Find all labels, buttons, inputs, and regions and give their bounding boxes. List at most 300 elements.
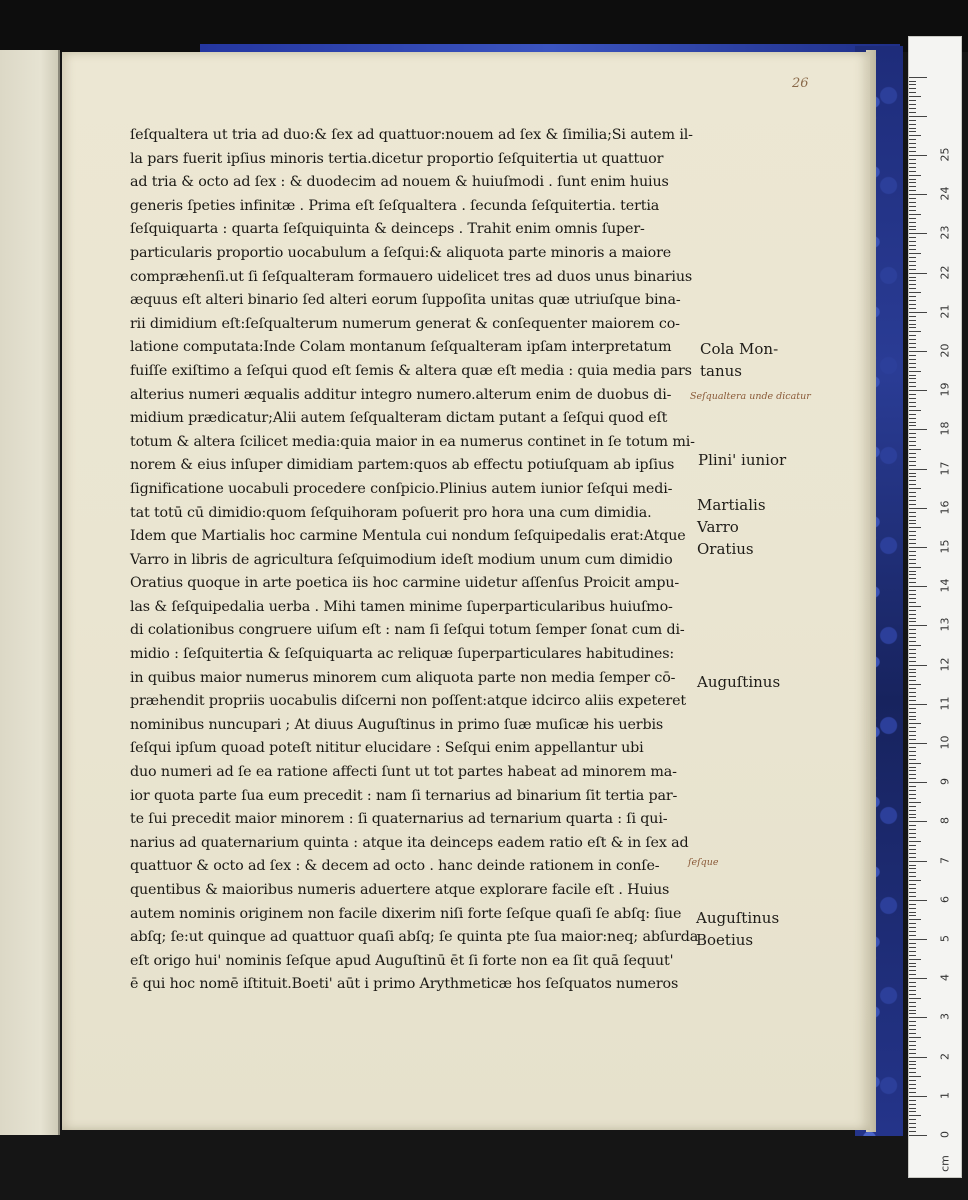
text-line: ad tria & octo ad ſex : & duodecim ad nouem & huiuſmodi . ſunt enim huius: [130, 174, 669, 191]
ruler-tick: [909, 590, 916, 591]
ruler-tick: [909, 292, 921, 293]
ruler-tick: [909, 331, 921, 332]
ruler-tick: [909, 484, 916, 485]
text-line: norem & eius inſuper dimidiam partem:quos ab effectu potiuſquam ab ipſius: [130, 457, 675, 474]
margin-note-line: Cola Mon-: [700, 340, 779, 358]
ruler-tick: [909, 257, 916, 258]
ruler-tick: [909, 990, 916, 991]
ruler-tick: [909, 394, 916, 395]
ruler-tick: [909, 265, 916, 266]
ruler-tick: [909, 802, 921, 803]
ruler-tick: [909, 198, 916, 199]
text-line: ē qui hoc nomē iſtituit.Boeti' aūt i primo Arythmeticæ hos ſeſquatos numeros: [130, 976, 679, 993]
ruler-tick: [909, 669, 916, 670]
ruler-tick: [909, 1029, 916, 1030]
ruler-tick: [909, 1115, 921, 1116]
main-text-block: [130, 124, 699, 997]
margin-note-augustinus-2: Auguſtinus: [696, 909, 780, 927]
ruler-tick: [909, 861, 927, 862]
margin-note-line: tanus: [700, 362, 742, 380]
ruler-tick: [909, 919, 921, 920]
ruler-tick: [909, 1096, 927, 1097]
ruler-tick: [909, 814, 916, 815]
ruler-tick: [909, 684, 921, 685]
ruler-tick: [909, 912, 916, 913]
ruler-tick: [909, 904, 916, 905]
ruler-tick: [909, 504, 916, 505]
ruler-tick: [909, 104, 916, 105]
ruler-tick: [909, 1092, 916, 1093]
ruler-tick: [909, 1017, 927, 1018]
ruler-tick: [909, 175, 921, 176]
ruler-label: 24: [938, 186, 952, 201]
ruler-tick: [909, 739, 916, 740]
ruler-tick: [909, 210, 916, 211]
ruler-tick: [909, 747, 916, 748]
ruler-tick: [909, 821, 927, 822]
ruler-tick: [909, 629, 916, 630]
ruler-tick: [909, 900, 927, 901]
ruler-tick: [909, 829, 916, 830]
ruler-tick: [909, 77, 927, 78]
ruler-tick: [909, 610, 916, 611]
ruler-tick: [909, 849, 916, 850]
ruler-tick: [909, 551, 916, 552]
ruler-tick: [909, 578, 916, 579]
ruler-tick: [909, 1049, 916, 1050]
ruler-tick: [909, 308, 916, 309]
ruler-tick: [909, 418, 916, 419]
ruler-tick: [909, 1100, 916, 1101]
ruler-tick: [909, 598, 916, 599]
ruler-tick: [909, 367, 916, 368]
ruler-tick: [909, 406, 916, 407]
ruler-tick: [909, 469, 927, 470]
ruler-tick: [909, 425, 916, 426]
ruler-tick: [909, 304, 916, 305]
ruler-tick: [909, 963, 916, 964]
ruler-tick: [909, 284, 916, 285]
ruler-tick: [909, 182, 916, 183]
text-line: ſeſquiquarta : quarta ſeſquiquinta & deinceps . Trahit enim omnis ſuper-: [130, 221, 645, 238]
ruler-tick: [909, 245, 916, 246]
ruler-tick: [909, 1135, 927, 1136]
ruler-tick: [909, 324, 916, 325]
ruler-tick: [909, 982, 916, 983]
ruler-tick: [909, 280, 916, 281]
ruler-tick: [909, 700, 916, 701]
ruler-tick: [909, 347, 916, 348]
ruler-tick: [909, 672, 916, 673]
ruler-label: 2: [938, 1052, 952, 1060]
ruler-tick: [909, 653, 916, 654]
text-line: compræhenſi.ut ſi ſeſqualteram formauero uidelicet tres ad duos unus binarius: [130, 268, 693, 285]
ruler-tick: [909, 978, 927, 979]
ruler-tick: [909, 512, 916, 513]
text-line: particularis proportio uocabulum a ſeſqui:& aliquota parte minoris a maiore: [130, 244, 672, 261]
ruler-tick: [909, 84, 916, 85]
ruler-tick: [909, 226, 916, 227]
text-line: nominibus nuncupari ; At diuus Auguſtinus in primo ſuæ muſicæ his uerbis: [130, 716, 664, 733]
ruler-tick: [909, 488, 921, 489]
ruler-tick: [909, 492, 916, 493]
text-line: te ſui precedit maior minorem : ſi quaternarius ad ternarium quarta : ſi qui-: [130, 811, 668, 828]
ruler-tick: [909, 335, 916, 336]
ruler-tick: [909, 1010, 916, 1011]
ruler-tick: [909, 951, 916, 952]
ruler-tick: [909, 966, 916, 967]
ruler-tick: [909, 1037, 921, 1038]
ruler-tick: [909, 876, 916, 877]
text-line: totum & altera ſcilicet media:quia maior in ea numerus continet in ſe totum mi-: [130, 433, 695, 450]
ruler-label: 21: [938, 304, 952, 319]
ruler-tick: [909, 943, 916, 944]
text-line: Idem que Martialis hoc carmine Mentula cui nondum ſeſquipedalis erat:Atque: [130, 528, 686, 545]
ruler-tick: [909, 414, 916, 415]
ruler-tick: [909, 143, 916, 144]
ruler-label: 14: [938, 578, 952, 593]
ruler-tick: [909, 908, 916, 909]
ruler-tick: [909, 806, 916, 807]
ruler-tick: [909, 692, 916, 693]
text-line: alterius numeri æqualis additur integro numero.alterum enim de duobus di-: [130, 386, 672, 403]
ruler-tick: [909, 237, 916, 238]
ruler-tick: [909, 296, 916, 297]
ruler-tick: [909, 1006, 916, 1007]
text-line: rii dimidium eſt:ſeſqualterum numerum generat & conſequenter maiorem co-: [130, 315, 680, 332]
ruler-tick: [909, 927, 916, 928]
ruler-label: 4: [938, 974, 952, 982]
text-line: generis ſpeties infinitæ . Prima eſt ſeſqualtera . ſecunda ſeſquitertia. tertia: [130, 197, 660, 214]
ruler-tick: [909, 661, 916, 662]
text-line: fuiſſe exiſtimo a ſeſqui quod eſt ſemis & altera quæ eſt media : quia media pars: [130, 362, 692, 379]
ruler-tick: [909, 676, 916, 677]
ruler-label: 19: [938, 382, 952, 397]
ruler-tick: [909, 531, 916, 532]
ruler-label: 3: [938, 1013, 952, 1021]
text-line: tat totū cū dimidio:quom ſeſquihoram poſuerit pro hora una cum dimidia.: [130, 504, 652, 521]
ruler-tick: [909, 539, 916, 540]
ruler-tick: [909, 135, 921, 136]
ruler-tick: [909, 547, 927, 548]
ruler-tick: [909, 1013, 916, 1014]
folio-number: 26: [792, 76, 809, 91]
ruler-tick: [909, 116, 927, 117]
ruler-tick: [909, 723, 921, 724]
ruler-tick: [909, 128, 916, 129]
ruler-tick: [909, 970, 916, 971]
ruler-tick: [909, 833, 916, 834]
ruler-tick: [909, 480, 916, 481]
text-line: la pars fuerit ipſius minoris tertia.dicetur proportio ſeſquitertia ut quattuor: [130, 150, 664, 167]
ruler-tick: [909, 853, 916, 854]
text-line: Varro in libris de agricultura ſeſquimodium ideſt modium unum cum dimidio: [130, 551, 673, 568]
ruler-tick: [909, 1108, 916, 1109]
ruler-tick: [909, 214, 921, 215]
text-line: narius ad quaternarium quinta : atque ita deinceps eadem ratio eſt & in ſex ad: [130, 834, 689, 851]
ruler-tick: [909, 947, 916, 948]
ruler-tick: [909, 994, 916, 995]
ruler-tick: [909, 614, 916, 615]
ruler-tick: [909, 1033, 916, 1034]
ruler-tick: [909, 845, 916, 846]
ruler-tick: [909, 688, 916, 689]
ruler-tick: [909, 645, 921, 646]
ruler-label: 25: [938, 147, 952, 162]
ruler-tick: [909, 155, 927, 156]
ruler-tick: [909, 386, 916, 387]
ruler-tick: [909, 939, 927, 940]
ruler-tick: [909, 810, 916, 811]
ruler-tick: [909, 108, 916, 109]
ruler-tick: [909, 825, 916, 826]
margin-note-varro: Varro: [697, 518, 739, 536]
ruler-tick: [909, 1127, 916, 1128]
ruler-tick: [909, 1068, 916, 1069]
ruler-tick: [909, 817, 916, 818]
ruler-tick: [909, 453, 916, 454]
ruler-tick: [909, 449, 921, 450]
ruler-label: 9: [938, 778, 952, 786]
ruler-tick: [909, 112, 916, 113]
ruler-tick: [909, 865, 916, 866]
ruler-tick: [909, 555, 916, 556]
margin-note-augustinus: Auguſtinus: [697, 673, 781, 691]
ruler-tick: [909, 625, 927, 626]
ruler-tick: [909, 194, 927, 195]
text-line: præhendit propriis uocabulis diſcerni non poſſent:atque idcirco aliis expeteret: [130, 693, 687, 710]
margin-note-oratius: Oratius: [697, 540, 754, 558]
ruler-tick: [909, 1041, 916, 1042]
ruler-tick: [909, 1025, 916, 1026]
ruler-tick: [909, 445, 916, 446]
measuring-ruler: [908, 36, 962, 1178]
handwritten-note-sesqualtera: Seſqualtera unde dicatur: [690, 391, 811, 402]
ruler-tick: [909, 735, 916, 736]
ruler-tick: [909, 233, 927, 234]
ruler-tick: [909, 1053, 916, 1054]
ruler-tick: [909, 339, 916, 340]
ruler-tick: [909, 88, 916, 89]
ruler-tick: [909, 767, 916, 768]
text-line: duo numeri ad ſe ea ratione affecti ſunt ut tot partes habeat ad minorem ma-: [130, 764, 677, 781]
margin-note-plinius: Plini' iunior: [698, 451, 787, 469]
text-line: autem nominis originem non facile dixerim niſi forte ſeſque quaſi ſe abſq: ſiue: [130, 905, 682, 922]
ruler-tick: [909, 606, 921, 607]
ruler-tick: [909, 649, 916, 650]
ruler-tick: [909, 837, 916, 838]
ruler-tick: [909, 253, 921, 254]
text-line: las & ſeſquipedalia uerba . Mihi tamen minime ſuperparticularibus huiuſmo-: [130, 598, 673, 615]
margin-note-boetius: Boetius: [696, 931, 754, 949]
ruler-tick: [909, 731, 916, 732]
ruler-label: 7: [938, 856, 952, 864]
ruler-tick: [909, 935, 916, 936]
text-line: midium prædicatur;Alii autem ſeſqualteram dictam putant a ſeſqui quod eſt: [130, 410, 668, 427]
ruler-tick: [909, 633, 916, 634]
text-line: abſq; ſe:ut quinque ad quattuor quaſi abſq; ſe quinta pte ſua maior:neq; abſurda: [130, 929, 699, 946]
ruler-tick: [909, 770, 916, 771]
ruler-tick: [909, 1064, 916, 1065]
ruler-tick: [909, 621, 916, 622]
text-line: quattuor & octo ad ſex : & decem ad octo . hanc deinde rationem in conſe-: [130, 858, 660, 875]
ruler-tick: [909, 751, 916, 752]
ruler-tick: [909, 1021, 916, 1022]
text-line: midio : ſeſquitertia & ſeſquiquarta ac reliquæ ſuperparticulares habitudines:: [130, 646, 675, 663]
ruler-tick: [909, 206, 916, 207]
ruler-tick: [909, 241, 916, 242]
ruler-tick: [909, 931, 916, 932]
ruler-tick: [909, 457, 916, 458]
ruler-tick: [909, 778, 916, 779]
ruler-tick: [909, 708, 916, 709]
ruler-tick: [909, 955, 916, 956]
ruler-tick: [909, 665, 927, 666]
ruler-tick: [909, 363, 916, 364]
ruler-tick: [909, 120, 916, 121]
ruler-tick: [909, 567, 921, 568]
ruler-tick: [909, 743, 927, 744]
ruler-tick: [909, 888, 916, 889]
ruler-tick: [909, 586, 927, 587]
ruler-tick: [909, 1131, 916, 1132]
ruler-tick: [909, 602, 916, 603]
ruler-tick: [909, 798, 916, 799]
ruler-tick: [909, 571, 916, 572]
ruler-tick: [909, 1061, 916, 1062]
ruler-tick: [909, 857, 916, 858]
ruler-tick: [909, 884, 916, 885]
ruler-tick: [909, 786, 916, 787]
ruler-tick: [909, 1119, 916, 1120]
ruler-tick: [909, 755, 916, 756]
ruler-tick: [909, 1045, 916, 1046]
ruler-tick: [909, 441, 916, 442]
ruler-tick: [909, 1088, 916, 1089]
ruler-tick: [909, 508, 927, 509]
ruler-tick: [909, 327, 916, 328]
text-line: eſt origo hui' nominis ſeſque apud Auguſtinū ēt ſi forte non ea ſit quā ſequut': [130, 952, 674, 969]
ruler-tick: [909, 500, 916, 501]
ruler-tick: [909, 563, 916, 564]
ruler-tick: [909, 782, 927, 783]
ruler-tick: [909, 218, 916, 219]
ruler-tick: [909, 1072, 916, 1073]
ruler-tick: [909, 461, 916, 462]
ruler-tick: [909, 696, 916, 697]
ruler-tick: [909, 657, 916, 658]
ruler-tick: [909, 167, 916, 168]
ruler-tick: [909, 382, 916, 383]
ruler-tick: [909, 390, 927, 391]
ruler-tick: [909, 229, 916, 230]
ruler-tick: [909, 163, 916, 164]
ruler-tick: [909, 594, 916, 595]
ruler-tick: [909, 186, 916, 187]
ruler-tick: [909, 422, 916, 423]
ruler-tick: [909, 896, 916, 897]
ruler-tick: [909, 618, 916, 619]
ruler-tick: [909, 343, 916, 344]
ruler-tick: [909, 974, 916, 975]
text-line: di colationibus congruere uiſum eſt : nam ſi ſeſqui totum ſemper ſonat cum di-: [130, 622, 685, 639]
facing-page: [0, 50, 60, 1135]
ruler-tick: [909, 986, 916, 987]
ruler-tick: [909, 269, 916, 270]
ruler-tick: [909, 892, 916, 893]
ruler-tick: [909, 1080, 916, 1081]
handwritten-note-sesque: ſeſque: [688, 857, 719, 868]
ruler-tick: [909, 96, 921, 97]
ruler-label: 8: [938, 817, 952, 825]
ruler-label: 16: [938, 500, 952, 515]
margin-note-augustinus-boetius: [696, 907, 779, 951]
ruler-tick: [909, 680, 916, 681]
ruler-tick: [909, 277, 916, 278]
ruler-tick: [909, 473, 916, 474]
ruler-tick: [909, 190, 916, 191]
ruler-tick: [909, 868, 916, 869]
ruler-tick: [909, 523, 916, 524]
ruler-tick: [909, 915, 916, 916]
ruler-tick: [909, 398, 916, 399]
ruler-tick: [909, 582, 916, 583]
text-line: Oratius quoque in arte poetica iis hoc carmine uidetur aſſenſus Proicit ampu-: [130, 575, 680, 592]
text-line: ior quota parte ſua eum precedit : nam ſi ternarius ad binarium ſit tertia par-: [130, 787, 678, 804]
ruler-tick: [909, 1076, 921, 1077]
ruler-tick: [909, 92, 916, 93]
ruler-tick: [909, 351, 927, 352]
margin-note-martialis: Martialis: [697, 496, 766, 514]
ruler-tick: [909, 100, 916, 101]
text-line: ſignificatione uocabuli procedere conſpicio.Plinius autem iunior ſeſqui medi-: [130, 480, 673, 497]
ruler-label: 1: [938, 1091, 952, 1099]
ruler-tick: [909, 496, 916, 497]
ruler-tick: [909, 535, 916, 536]
ruler-tick: [909, 288, 916, 289]
ruler-tick: [909, 159, 916, 160]
ruler-tick: [909, 312, 927, 313]
ruler-label: 11: [938, 696, 952, 711]
ruler-label: 0: [938, 1131, 952, 1138]
ruler-label: 22: [938, 265, 952, 280]
ruler-tick: [909, 273, 927, 274]
ruler-tick: [909, 574, 916, 575]
ruler-tick: [909, 476, 916, 477]
ruler-tick: [909, 81, 916, 82]
ruler-tick: [909, 171, 916, 172]
ruler-tick: [909, 759, 916, 760]
ruler-tick: [909, 716, 916, 717]
ruler-tick: [909, 437, 916, 438]
text-line: quentibus & maioribus numeris aduertere atque explorare facile eſt . Huius: [130, 882, 670, 898]
ruler-tick: [909, 429, 927, 430]
ruler-tick: [909, 1002, 916, 1003]
ruler-tick: [909, 249, 916, 250]
ruler-tick: [909, 774, 916, 775]
ruler-tick: [909, 727, 916, 728]
ruler-tick: [909, 1123, 916, 1124]
ruler-tick: [909, 320, 916, 321]
ruler-label: 20: [938, 343, 952, 358]
ruler-tick: [909, 300, 916, 301]
ruler-tick: [909, 375, 916, 376]
ruler-tick: [909, 543, 916, 544]
ruler-tick: [909, 410, 921, 411]
ruler-tick: [909, 641, 916, 642]
ruler-tick: [909, 402, 916, 403]
ruler-tick: [909, 794, 916, 795]
